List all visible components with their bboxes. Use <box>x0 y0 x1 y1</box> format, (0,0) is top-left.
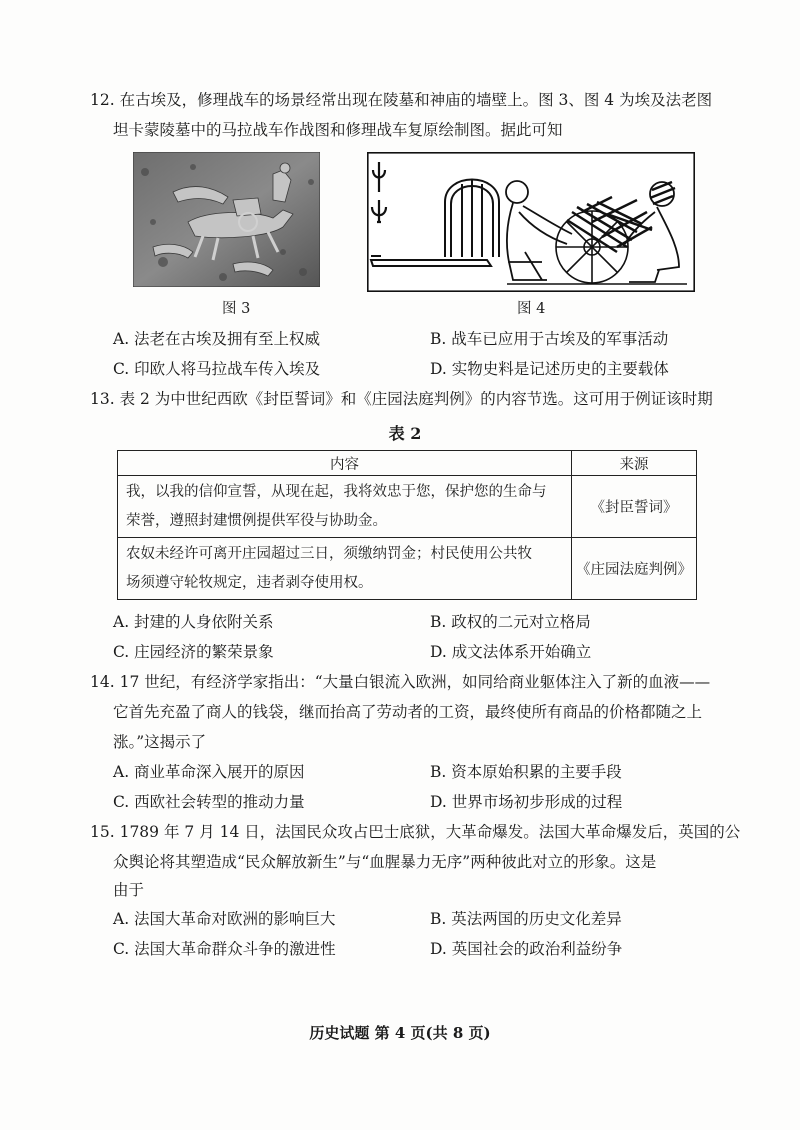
question-15-line: 众舆论将其塑造成“民众解放新生”与“血腥暴力无序”两种彼此对立的形象。这是 <box>113 853 657 871</box>
table-cell-line: 农奴未经许可离开庄园超过三日，须缴纳罚金；村民使用公共牧 <box>126 545 532 562</box>
table-header-source: 来源 <box>572 451 697 476</box>
question-13-option-a: A. 封建的人身依附关系 <box>113 613 274 631</box>
table-cell-content <box>118 476 572 538</box>
question-15-option-c: C. 法国大革命群众斗争的激进性 <box>113 940 336 958</box>
question-12-line: 坦卡蒙陵墓中的马拉战车作战图和修理战车复原绘制图。据此可知 <box>113 121 563 139</box>
question-14-line: 它首先充盈了商人的钱袋，继而抬高了劳动者的工资，最终使所有商品的价格都随之上 <box>113 703 703 721</box>
table-cell-line: 荣誉，遵照封建惯例提供军役与协助金。 <box>126 512 387 529</box>
table-title: 表 2 <box>388 424 422 443</box>
question-14-line: 涨。”这揭示了 <box>113 733 207 751</box>
question-12-option-a: A. 法老在古埃及拥有至上权威 <box>113 330 321 348</box>
figure-4-caption: 图 4 <box>517 301 546 317</box>
question-13-option-d: D. 成文法体系开始确立 <box>430 643 592 661</box>
question-15-line: 由于 <box>113 881 145 899</box>
question-13-option-c: C. 庄园经济的繁荣景象 <box>113 643 274 661</box>
question-15-line: 15. 1789 年 7 月 14 日，法国民众攻占巴士底狱，大革命爆发。法国大革命爆发后，英国的公 <box>90 823 741 841</box>
question-14-line: 14. 17 世纪，有经济学家指出：“大量白银流入欧洲，如同给商业躯体注入了新的血液—— <box>90 673 711 691</box>
table-header-content: 内容 <box>118 451 572 476</box>
question-15-option-d: D. 英国社会的政治利益纷争 <box>430 940 623 958</box>
question-12-line: 12. 在古埃及，修理战车的场景经常出现在陵墓和神庙的墙壁上。图 3、图 4 为埃及法老图 <box>90 91 713 109</box>
question-15-option-a: A. 法国大革命对欧洲的影响巨大 <box>113 910 336 928</box>
figure-4-chariot-repair-drawing <box>367 152 695 292</box>
question-14-option-b: B. 资本原始积累的主要手段 <box>430 763 622 781</box>
table-row <box>118 476 697 538</box>
table-cell-line: 我，以我的信仰宣誓，从现在起，我将效忠于您，保护您的生命与 <box>126 483 547 500</box>
question-13-option-b: B. 政权的二元对立格局 <box>430 613 591 631</box>
table-header-row <box>118 451 697 476</box>
table-row <box>118 538 697 600</box>
table-cell-source: 《封臣誓词》 <box>572 476 697 538</box>
figure-3-caption: 图 3 <box>222 301 251 317</box>
table-2 <box>117 450 697 600</box>
question-12-option-d: D. 实物史料是记述历史的主要载体 <box>430 360 669 378</box>
question-14-option-d: D. 世界市场初步形成的过程 <box>430 793 623 811</box>
question-15-option-b: B. 英法两国的历史文化差异 <box>430 910 622 928</box>
question-14-option-a: A. 商业革命深入展开的原因 <box>113 763 305 781</box>
table-cell-source: 《庄园法庭判例》 <box>572 538 697 600</box>
table-cell-line: 场须遵守轮牧规定，违者剥夺使用权。 <box>126 574 373 591</box>
question-12-option-c: C. 印欧人将马拉战车传入埃及 <box>113 360 321 378</box>
table-cell-content <box>118 538 572 600</box>
figure-3-chariot-relief <box>133 152 320 287</box>
question-13-line: 13. 表 2 为中世纪西欧《封臣誓词》和《庄园法庭判例》的内容节选。这可用于例证该时期 <box>90 390 713 408</box>
question-14-option-c: C. 西欧社会转型的推动力量 <box>113 793 305 811</box>
question-12-option-b: B. 战车已应用于古埃及的军事活动 <box>430 330 669 348</box>
page-footer: 历史试题 第 4 页(共 8 页) <box>309 1024 491 1042</box>
